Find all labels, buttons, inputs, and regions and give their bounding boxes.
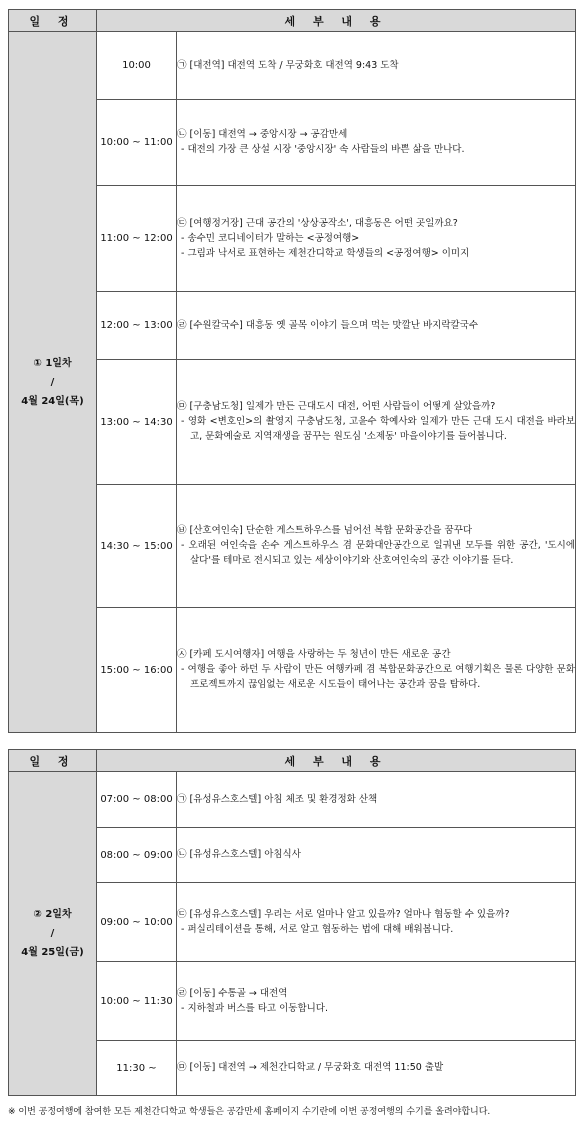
- time-cell: 11:30 ~: [97, 1041, 177, 1096]
- detail-title: ㉣ [이동] 수통골 → 대전역: [177, 987, 288, 999]
- detail-title: ㉠ [대전역] 대전역 도착 / 무궁화호 대전역 9:43 도착: [177, 59, 399, 71]
- detail-title: ㉦ [카페 도시여행자] 여행을 사랑하는 두 청년이 만든 새로운 공간: [177, 649, 451, 660]
- day-label-cell: [9, 32, 97, 733]
- detail-title: ㉣ [수원칼국수] 대흥동 옛 골목 이야기 들으며 먹는 맛깔난 바지락칼국수: [177, 319, 479, 331]
- time-cell: 10:00 ~ 11:00: [97, 100, 177, 186]
- detail-cell: [177, 186, 576, 292]
- detail-cell: [177, 772, 576, 828]
- table-header-row: [9, 10, 576, 32]
- day-label-cell: [9, 772, 97, 1096]
- detail-title: ㉢ [유성유스호스텔] 우리는 서로 얼마나 알고 있을까? 얼마나 협동할 수 있을까?: [177, 908, 510, 920]
- schedule-row: [9, 32, 576, 100]
- detail-note: - 그림과 낙서로 표현하는 제천간디학교 학생들의 <공정여행> 이미지: [181, 247, 470, 259]
- detail-note: - 여행을 좋아 하던 두 사람이 만든 여행카페 겸 복합문화공간으로 여행기획은 물론 다양한 문화 프로젝트까지 끊임없는 새로운 시도들이 태어나는 공간과 꿈을 탐하다.: [181, 664, 575, 690]
- detail-title: ㉤ [이동] 대전역 → 제천간디학교 / 무궁화호 대전역 11:50 출발: [177, 1062, 444, 1073]
- time-cell: 14:30 ~ 15:00: [97, 485, 177, 608]
- detail-cell: [177, 1041, 576, 1096]
- detail-cell: [177, 360, 576, 485]
- time-cell: 12:00 ~ 13:00: [97, 292, 177, 360]
- day-number: ② 2일차: [33, 909, 72, 920]
- time-cell: 13:00 ~ 14:30: [97, 360, 177, 485]
- time-cell: 07:00 ~ 08:00: [97, 772, 177, 828]
- schedule-header: 일 정: [9, 10, 97, 32]
- detail-note: - 송수민 코디네이터가 말하는 <공정여행>: [181, 232, 360, 244]
- detail-cell: [177, 485, 576, 608]
- time-cell: 11:00 ~ 12:00: [97, 186, 177, 292]
- detail-note: - 퍼실리테이션을 통해, 서로 알고 협동하는 법에 대해 배워봅니다.: [181, 923, 454, 935]
- footnote: ※ 이번 공정여행에 참여한 모든 제천간디학교 학생들은 공감만세 홈페이지 수기란에 이번 공정여행의 수기를 올려야합니다.: [8, 1107, 491, 1117]
- day-slash: /: [50, 928, 55, 939]
- time-cell: 09:00 ~ 10:00: [97, 883, 177, 962]
- detail-cell: [177, 32, 576, 100]
- day2-schedule-table: [8, 749, 576, 1096]
- detail-title: ㉥ [산호여인숙] 단순한 게스트하우스를 넘어선 복합 문화공간을 꿈꾸다: [177, 525, 473, 536]
- day-date: 4월 25일(금): [21, 947, 84, 958]
- time-cell: 10:00 ~ 11:30: [97, 962, 177, 1041]
- time-cell: 08:00 ~ 09:00: [97, 828, 177, 883]
- detail-note: - 대전의 가장 큰 상설 시장 '중앙시장' 속 사람들의 바쁜 삶을 만나다.: [181, 144, 465, 155]
- details-header: 세 부 내 용: [97, 750, 576, 772]
- detail-cell: [177, 828, 576, 883]
- detail-note: - 영화 <변호인>의 촬영지 구충남도청, 고윤수 학예사와 일제가 만든 근대 도시 대전을 바라보고, 문화예술로 지역재생을 꿈꾸는 원도심 '소제동' 마을이야기를 들어봅니다.: [181, 416, 575, 442]
- detail-cell: [177, 608, 576, 733]
- detail-cell: [177, 100, 576, 186]
- detail-title: ㉢ [여행정거장] 근대 공간의 '상상공작소', 대흥동은 어떤 곳일까요?: [177, 217, 458, 229]
- time-cell: 10:00: [97, 32, 177, 100]
- detail-title: ㉤ [구충남도청] 일제가 만든 근대도시 대전, 어떤 사람들이 어떻게 살았을까?: [177, 401, 496, 412]
- schedule-row: [9, 772, 576, 828]
- time-cell: 15:00 ~ 16:00: [97, 608, 177, 733]
- detail-note: - 오래된 여인숙을 손수 게스트하우스 겸 문화대안공간으로 일궈낸 모두를 위한 공간, '도시에 살다'를 테마로 전시되고 있는 세상이야기와 산호여인숙의 공간 이야기를 듣다.: [181, 540, 575, 566]
- day-number: ① 1일차: [33, 357, 72, 369]
- detail-note: - 지하철과 버스를 타고 이동합니다.: [181, 1002, 329, 1014]
- detail-title: ㉠ [유성유스호스텔] 아침 체조 및 환경정화 산책: [177, 793, 378, 805]
- day1-schedule-table: [8, 9, 576, 733]
- day-date: 4월 24일(목): [21, 395, 84, 407]
- day-slash: /: [50, 376, 55, 388]
- detail-cell: [177, 962, 576, 1041]
- details-header: 세 부 내 용: [97, 10, 576, 32]
- detail-title: ㉡ [이동] 대전역 → 중앙시장 → 공감만세: [177, 129, 348, 140]
- schedule-header: 일 정: [9, 750, 97, 772]
- detail-cell: [177, 883, 576, 962]
- table-header-row: [9, 750, 576, 772]
- detail-cell: [177, 292, 576, 360]
- detail-title: ㉡ [유성유스호스텔] 아침식사: [177, 849, 301, 860]
